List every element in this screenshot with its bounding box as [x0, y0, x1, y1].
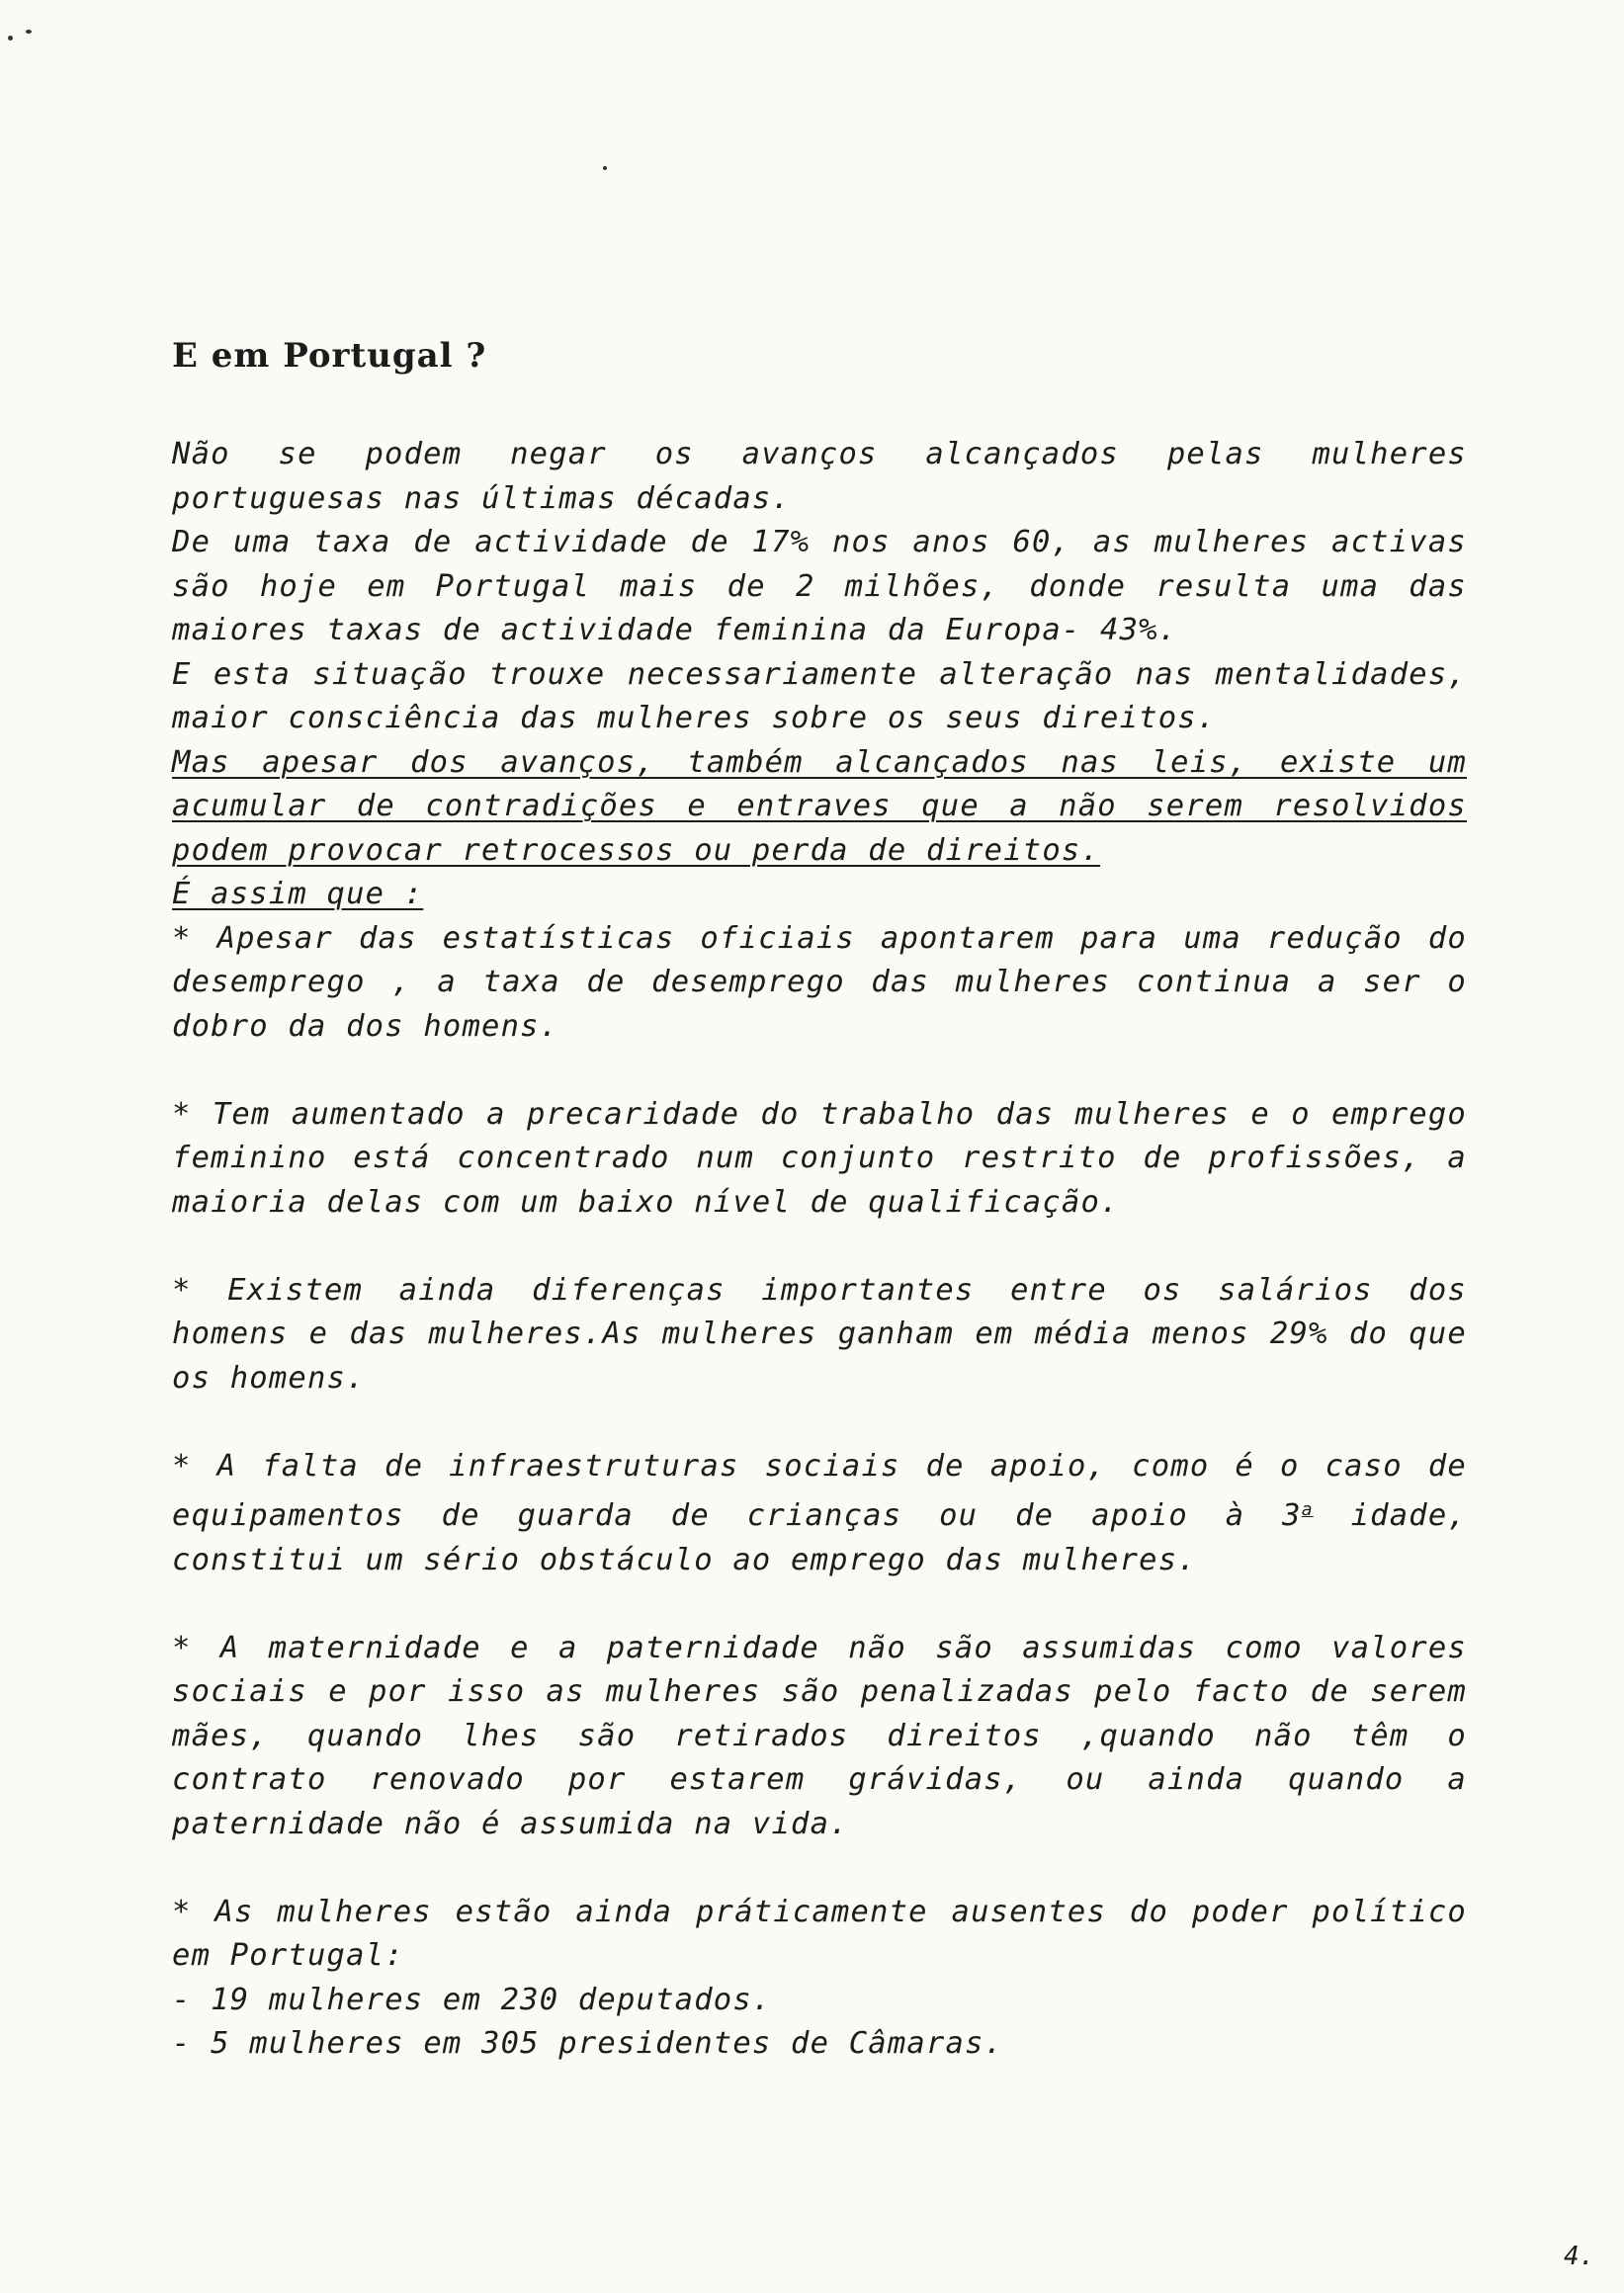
- list-item: - 19 mulheres em 230 deputados.: [172, 1982, 772, 2017]
- scan-speck: [26, 30, 32, 34]
- bullet-text: idade, constitui um sério obstáculo ao emprego das mulheres.: [172, 1498, 1467, 1577]
- bullet-item: * Tem aumentado a precaridade do trabalho das mulheres e o emprego feminino está concentrado num conjunto restrito de profissões, a maioria delas com um baixo nível de qualificação.: [172, 1096, 1467, 1220]
- bullet-item: * Apesar das estatísticas oficiais apontarem para uma redução do desemprego , a taxa de desemprego das mulheres continua a ser o dobro da dos homens.: [172, 920, 1467, 1044]
- paragraph: Não se podem negar os avanços alcançados pelas mulheres portuguesas nas últimas décadas.: [172, 437, 1467, 516]
- page-title: E em Portugal ?: [172, 336, 487, 376]
- list-item: - 5 mulheres em 305 presidentes de Câmaras.: [172, 2026, 1004, 2061]
- paragraph: E esta situação trouxe necessariamente alteração nas mentalidades, maior consciência das mulheres sobre os seus direitos.: [172, 656, 1467, 735]
- paragraph: De uma taxa de actividade de 17% nos anos 60, as mulheres activas são hoje em Portugal mais de 2 milhões, donde resulta uma das maiores taxas de actividade feminina da Europa- 43%.: [172, 525, 1467, 647]
- bullet-item: [172, 1445, 1467, 1583]
- underlined-paragraph: Mas apesar dos avanços, também alcançados nas leis, existe um acumular de contradições e entraves que a não serem resolvidos podem provocar retrocessos ou perda de direitos.: [172, 744, 1467, 868]
- ordinal-superscript: a: [1301, 1499, 1314, 1520]
- underlined-intro-line: É assim que :: [172, 877, 424, 911]
- scan-speck: [603, 166, 607, 170]
- bullet-text: * A falta de infraestruturas sociais de apoio, como é o caso de equipamentos de guarda de crianças ou de apoio à 3: [172, 1448, 1467, 1533]
- bullet-item: * A maternidade e a paternidade não são assumidas como valores sociais e por isso as mulheres são penalizadas pelo facto de serem mães, quando lhes são retirados direitos ,quando não têm o contrato renovado por estarem grávidas, ou ainda quando a paternidade não é assumida na vida.: [172, 1630, 1467, 1841]
- bullet-item: * Existem ainda diferenças importantes entre os salários dos homens e das mulheres.As mulheres ganham em média menos 29% do que os homens.: [172, 1272, 1467, 1396]
- document-body: [172, 433, 1467, 2067]
- bullet-item: * As mulheres estão ainda práticamente ausentes do poder político em Portugal:: [172, 1894, 1467, 1973]
- scan-speck: [8, 36, 13, 41]
- page-number: 4.: [1564, 2242, 1595, 2271]
